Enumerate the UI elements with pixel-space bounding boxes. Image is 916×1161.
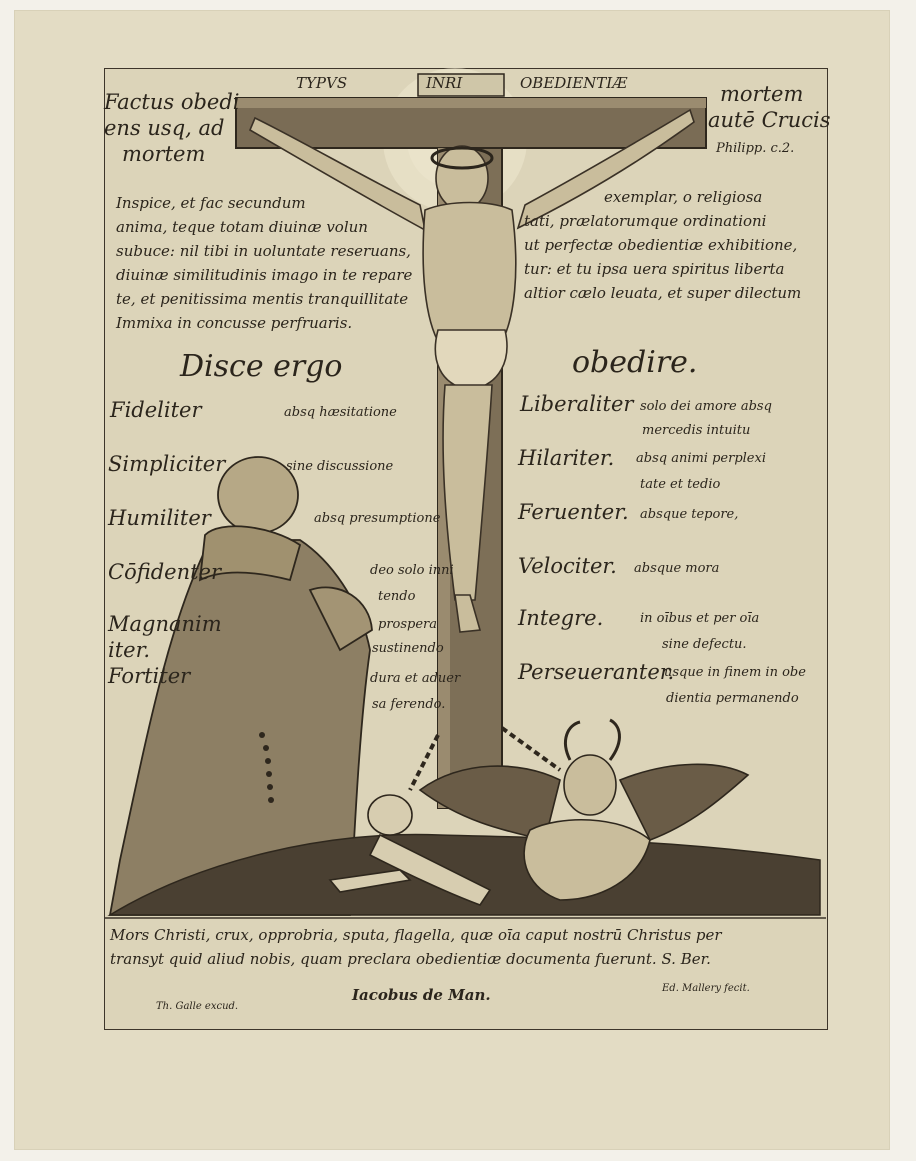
gloss-liberaliter-2: mercedis intuitu (642, 423, 751, 438)
title-obedientiae: OBEDIENTIÆ (520, 74, 628, 92)
gloss-feruenter: absque tepore, (640, 507, 739, 522)
paragraph-right-line-2: tati, prælatorumque ordinationi (524, 212, 767, 230)
inscription-line-2: transyt quid aliud nobis, quam preclara obedientiæ documenta fuerunt. S. Ber. (110, 950, 711, 968)
gloss-fideliter: absq hæsitatione (284, 405, 397, 420)
gloss-hilariter-1: absq animi perplexi (636, 451, 766, 466)
credit-author: Iacobus de Man. (352, 986, 491, 1004)
gloss-integre-2: sine defectu. (662, 637, 747, 652)
virtue-integre: Integre. (518, 606, 604, 630)
virtue-fortiter: Fortiter (108, 664, 191, 688)
paragraph-left-line-6: Immixa in concusse perfruaris. (116, 314, 353, 332)
virtue-simpliciter: Simpliciter (108, 452, 226, 476)
chain-right (502, 728, 560, 770)
inscription-line-1: Mors Christi, crux, opprobria, sputa, flagella, quæ oīa caput nostrū Christus per (110, 926, 722, 944)
motto-obedire: obedire. (572, 345, 698, 380)
gloss-humiliter: absq presumptione (314, 511, 441, 526)
motto-disce-ergo: Disce ergo (180, 349, 343, 384)
virtue-feruenter: Feruenter. (518, 500, 629, 524)
credit-engraver: Ed. Mallery fecit. (662, 983, 750, 994)
paragraph-right-line-5: altior cælo leuata, et super dilectum (524, 284, 802, 302)
gloss-hilariter-2: tate et tedio (640, 477, 721, 492)
paragraph-left-line-3: subuce: nil tibi in uoluntate reseruans, (116, 242, 411, 260)
virtue-perseueranter: Perseueranter. (518, 660, 675, 684)
gloss-confidenter-2: tendo (378, 589, 416, 604)
virtue-hilariter: Hilariter. (518, 446, 615, 470)
paragraph-right-line-4: tur: et tu ipsa uera spiritus liberta (524, 260, 785, 278)
paragraph-right-line-3: ut perfectæ obedientiæ exhibitione, (524, 236, 798, 254)
gloss-fortiter-1: dura et aduer (370, 671, 461, 686)
gloss-confidenter-1: deo solo inni (370, 563, 454, 578)
paragraph-left-line-5: te, et penitissima mentis tranquillitate (116, 290, 409, 308)
virtue-fideliter: Fideliter (110, 398, 202, 422)
virtue-liberaliter: Liberaliter (520, 392, 634, 416)
gloss-fortiter-2: sa ferendo. (372, 697, 446, 712)
virtue-magnanimiter-2: iter. (108, 638, 150, 662)
gloss-integre-1: in oībus et per oīa (640, 611, 760, 626)
top-left-line-1: Factus obedi (104, 90, 240, 114)
top-right-line-2: autē Crucis (708, 108, 831, 132)
top-right-reference: Philipp. c.2. (716, 141, 795, 156)
paragraph-left-line-4: diuinæ similitudinis imago in te repare (116, 266, 413, 284)
title-inri: INRI (426, 74, 463, 92)
top-left-line-2: ens usq, ad (104, 116, 225, 140)
top-right-line-1: mortem (720, 82, 804, 106)
gloss-velociter: absque mora (634, 561, 720, 576)
gloss-magnanimiter-1: prospera (378, 617, 438, 632)
virtue-magnanimiter: Magnanim (108, 612, 222, 636)
credit-publisher: Th. Galle excud. (156, 1001, 239, 1012)
gloss-magnanimiter-2: sustinendo (372, 641, 444, 656)
paragraph-right-line-1: exemplar, o religiosa (604, 188, 763, 206)
virtue-humiliter: Humiliter (108, 506, 211, 530)
paragraph-left-line-1: Inspice, et fac secundum (116, 194, 306, 212)
gloss-liberaliter-1: solo dei amore absq (640, 399, 772, 414)
gloss-perseueranter-2: dientia permanendo (666, 691, 799, 706)
top-left-line-3: mortem (122, 142, 206, 166)
gloss-perseueranter-1: usque in finem in obe (664, 665, 806, 680)
paragraph-left-line-2: anima, teque totam diuinæ volun (116, 218, 368, 236)
virtue-confidenter: Cōfidenter (108, 560, 222, 584)
gloss-simpliciter: sine discussione (286, 459, 394, 474)
title-typus: TYPVS (296, 74, 348, 92)
virtue-velociter: Velociter. (518, 554, 617, 578)
